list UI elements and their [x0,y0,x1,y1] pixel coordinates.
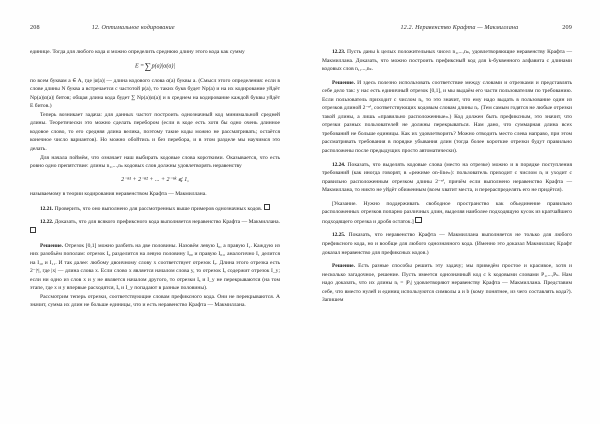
solution-12-22-part-2: Рассмотрим теперь отрезки, соответствующие словам префиксного кода. Они не перекрываются. А значит, сумма их длин не больше единицы, что и есть неравенство Крафта — Макмиллана. [30,293,280,309]
formula-kraft-inequality: 2⁻ⁿ¹ + 2⁻ⁿ² + ... + 2⁻ⁿᵏ ⩽ 1, [121,177,189,184]
page-right [300,0,600,424]
column-left [30,48,280,310]
sum-symbol: ∑ [144,61,152,72]
exercise-statement: Показать, что неравенство Крафта — Макмиллана выполняется не только для любого префиксного кода, но и вообще для любого однозначного кода. (Именно это доказал Макмиллан; Крафт доказал неравенство для префиксных кодов.) [322,232,573,256]
solution-label: Решение. [332,79,355,86]
solution-12-25 [322,262,572,305]
solution-12-22-part-1 [30,242,280,293]
solution-label: Решение. [40,242,63,249]
exercise-12-22 [30,218,280,236]
running-head-left [30,24,280,38]
exercise-number: 12.22. [40,219,54,226]
paragraph-kraft-name: называемому в теории кодирования неравенством Крафта — Макмиллана. [30,191,207,198]
paragraph-short-words-obstacle: Для начала поймём, что означает наш выбирать кодовые слова короткими. Оказывается, что есть ровно одно препятствие: длины n₁,...,nₖ кодовых слов должны удовлетворять неравенству [30,154,280,170]
exercise-12-21 [30,204,280,214]
solution-text: И здесь полезно использовать соответствие между словами и отрезками и представлять себе дело так: у нас есть единичный отрезок [0,1], и мы выдаём его части пользователям по требованию. Если пользователь приходит с числом nᵢ, то это значит, что ему надо выдать в пользование один из отрезков длиной 2⁻ⁿⁱ, соответствующих кодовым словам длины nᵢ. (Тем самым годятся не любые отрезки такой длины, а лишь «правильно расположенные».) Код должен быть префиксным, это значит, что отрезки разных пользователей не должны перекрываться. Нам дано, что суммарная длина всех требований не больше единицы. Как их удовлетворить? Можно отводить место слева направо, при этом рассматривать требования в порядке убывания длин (тогда более короткие отрезки будут правильно расположены после предыдущих просто автоматически). [322,79,573,155]
exercise-12-24 [322,161,572,195]
running-title-left: 12. Оптимальное кодирование [91,25,175,31]
exercise-statement: Доказать, что для всякого префиксного кода выполняется неравенство Крафта — Макмиллана. [54,219,280,226]
exercise-statement: Показать, что выделять кодовые слова (место на отрезке) можно и в порядке поступления требований (как иногда говорят, в «режиме on-line»): пользователь приходит с числом nᵢ и уходит с правильно расположенным отрезком длины 2⁻ⁿⁱ, причём если выполнено неравенство Крафта — Макмиллана, то никто не уйдёт обиженным (всем хватит места, и перераспределять его не придётся). [322,161,572,194]
exercise-number: 12.25. [332,232,346,239]
exercise-12-23 [322,48,572,74]
exercise-12-25 [322,231,572,257]
solution-12-23 [322,79,572,156]
solution-text: Отрезок [0,1] можно разбить на две половины. Назовём левую I₀, а правую I₁. Каждую из них разобьём пополам: отрезок I₀ разделится на левую половину I₀₀ и правую I₀₁, аналогично I₁ делится на I₁₀ и I₁₁. И так далее: любому двоичному слову x соответствует отрезок Iₓ. Длина этого отрезка есть 2⁻|ˣ|, где |x| — длина слова x. Если слово x является началом слова y, то отрезок Iₓ содержит отрезок I_y; если ни одно из слов x и y не является началом другого, то отрезки Iₓ и I_y не перекрываются (на том этапе, где x и y впервые расходятся, Iₓ и I_y попадают в разные половины). [30,242,281,292]
exercise-number: 12.21. [40,205,54,212]
exercise-number: 12.23. [332,49,346,55]
qed-box [415,217,421,223]
solution-label: Решение. [332,263,355,270]
paragraph-definition-meaning: по всем буквам a ∈ A, где |α(a)| — длина кодового слова α(a) буквы a. (Смысл этого определения: если в слове длины N буква a встречается с частотой p(a), то таких букв будет Np(a) и на их кодирование уйдёт Np(a)|α(a)| битов; общая длина кода будет ∑ Np(a)|α(a)| и в среднем на кодирование каждой буквы уйдёт E битов.) [30,77,280,110]
running-title-right: 12.2. Неравенство Крафта — Макмиллана [400,25,519,31]
paragraph-mean-length-intro: единице. Тогда для любого кода α можно определить среднюю длину этого кода как сумму [30,49,245,55]
folio-left: 208 [30,24,40,31]
hint-text: [Указание. Нужно поддерживать свободное пространство как объединение правильно расположенных отрезков попарно различных длин, выделяя наиболее подходящую кусок из кратчайшего подходящего отрезка и дробя остаток.] [322,200,572,225]
exercise-statement: Проверить, что оно выполнено для рассмотренных выше примеров однозначных кодов. [54,205,263,212]
solution-text: Есть разные способы решить эту задачу; мы приведём простое и красивое, хотя и несколько загадочное, решение. Пусть имеется однозначный код с k кодовыми словами P₁,...,Pₖ. Нам надо доказать, что их длины nᵢ = |Pᵢ| удовлетворяют неравенству Крафта — Макмиллана. Представим себе, что вместо нулей и единиц используются символы a и b (кому понятнее, из чего составлять кода?). Запишем [322,263,572,304]
formula-mean-length [30,62,280,71]
exercise-statement: Пусть даны k целых положительных чисел n₁,...,nₖ, удовлетворяющие неравенству Крафта — Макмиллана. Доказать, что можно построить префиксный код для k-буквенного алфавита с длинами кодовых слов n₁,...,nₖ. [322,49,573,73]
column-right [322,48,572,305]
formula-rhs: p(a)|α(a)| [151,63,176,70]
running-head-right [322,24,572,38]
folio-right: 209 [562,24,572,31]
exercise-12-24-hint [322,200,572,227]
qed-box [264,204,270,210]
qed-box [30,227,36,233]
formula-lhs: E = [134,63,145,70]
exercise-number: 12.24. [332,161,346,168]
paragraph-optimal-code-task: Теперь возникает задача: для данных частот построить однозначный код минимальной средней длины. Теоретически это можно сделать перебором (если в коде есть хотя бы одно очень длинное кодовое слово, то его средняя длина велика, поэтому такие коды можно не рассматривать; остаётся конечное число вариантов). Но можно обойтись и без перебора, и в этом разделе мы научимся это делать. [30,111,280,152]
